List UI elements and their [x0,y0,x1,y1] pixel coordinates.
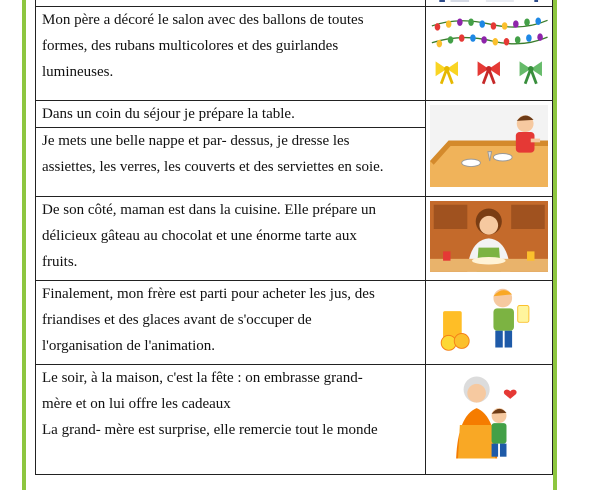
image-cell [425,101,553,197]
boy-with-juice-image [430,285,548,356]
text-line: Mon père a décoré le salon avec des ballons de toutes [42,12,364,28]
table-row [36,281,553,365]
text-line: Le soir, à la maison, c'est la fête : on embrasse grand- [42,370,363,386]
image-cell [425,7,553,101]
boy-setting-table-image [430,105,548,187]
text-line: l'organisation de l'animation. [42,338,216,354]
text-line [42,0,421,1]
text-line: délicieux gâteau au chocolat et une énorme tarte aux [42,228,357,244]
table-row [36,197,553,281]
partial-illustration-image [430,0,548,2]
text-line: La grand- mère est surprise, elle remercie tout le monde [42,422,378,438]
text-line: De son côté, maman est dans la cuisine. Elle prépare un [42,202,377,218]
story-table [35,0,553,475]
image-cell [425,281,553,365]
text-line: friandises et des glaces avant de s'occuper de [42,312,312,328]
text-cell [36,7,426,101]
image-cell [425,365,553,475]
sub-cell [36,127,425,184]
text-line: mère et on lui offre les cadeaux [42,396,231,412]
text-line: assiettes, les verres, les couverts et des serviettes en soie. [42,159,384,175]
text-line: fruits. [42,254,78,270]
table-row [36,101,553,197]
text-cell [36,365,426,475]
text-cell [36,281,426,365]
text-line: Finalement, mon frère est parti pour acheter les jus, des [42,286,375,302]
grandmother-hug-image [430,369,548,459]
table-row [36,7,553,101]
text-line: Je mets une belle nappe et par- dessus, je dresse les [42,133,350,149]
sub-cell [36,101,425,127]
mother-cooking-image [430,201,548,272]
string-lights-and-bows-image [430,11,548,91]
text-cell [36,101,426,197]
table-row [36,365,553,475]
text-line: lumineuses. [42,64,114,80]
image-cell [425,197,553,281]
text-line: formes, des rubans multicolores et des guirlandes [42,38,339,54]
text-line: Dans un coin du séjour je prépare la table. [42,106,295,122]
text-cell [36,197,426,281]
